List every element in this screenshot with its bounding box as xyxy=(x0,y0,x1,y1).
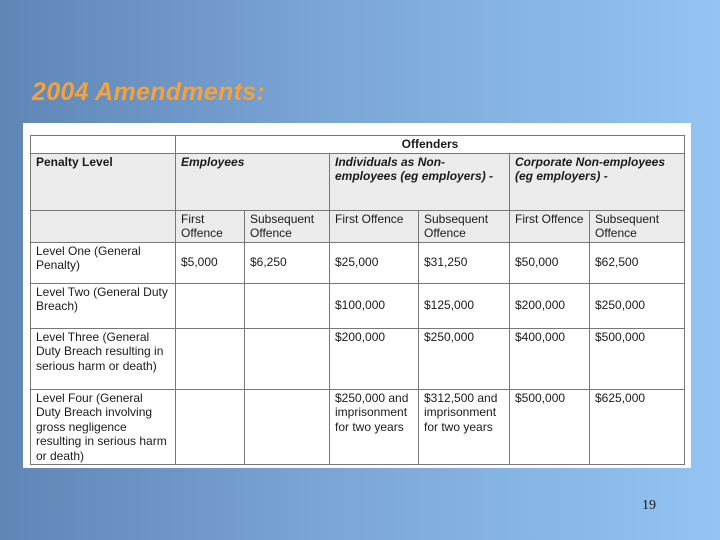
table-header-row xyxy=(31,153,685,210)
penalty-table-image xyxy=(23,123,691,468)
amount-cell xyxy=(176,389,245,465)
subheader-cell: Subsequent Offence xyxy=(419,210,510,242)
subheader-cell: First Offence xyxy=(330,210,419,242)
table-row xyxy=(31,389,685,465)
subheader-cell: First Offence xyxy=(176,210,245,242)
amount-cell xyxy=(245,283,330,328)
amount-cell: $200,000 xyxy=(330,328,419,389)
penalty-level-cell: Level Three (General Duty Breach resulting in serious harm or death) xyxy=(31,328,176,389)
slide-title: 2004 Amendments: xyxy=(32,78,266,106)
table-subheader-row xyxy=(31,210,685,242)
amount-cell xyxy=(176,283,245,328)
penalty-level-cell: Level One (General Penalty) xyxy=(31,242,176,283)
amount-cell: $625,000 xyxy=(590,389,685,465)
table-group-header-row xyxy=(31,136,685,154)
amount-cell xyxy=(176,328,245,389)
corporate-header: Corporate Non-employees (eg employers) - xyxy=(510,153,685,210)
subheader-cell: Subsequent Offence xyxy=(245,210,330,242)
amount-cell: $50,000 xyxy=(510,242,590,283)
subheader-cell: Subsequent Offence xyxy=(590,210,685,242)
table-row xyxy=(31,328,685,389)
individuals-header: Individuals as Non-employees (eg employers) - xyxy=(330,153,510,210)
page-number: 19 xyxy=(642,498,656,513)
amount-cell: $125,000 xyxy=(419,283,510,328)
employees-header: Employees xyxy=(176,153,330,210)
subheader-empty-cell xyxy=(31,210,176,242)
table-row xyxy=(31,283,685,328)
offenders-header: Offenders xyxy=(176,136,685,154)
table-row xyxy=(31,242,685,283)
penalty-level-cell: Level Two (General Duty Breach) xyxy=(31,283,176,328)
amount-cell xyxy=(245,328,330,389)
penalty-level-header: Penalty Level xyxy=(31,153,176,210)
penalty-level-cell: Level Four (General Duty Breach involving gross negligence resulting in serious harm or death) xyxy=(31,389,176,465)
amount-cell: $312,500 and imprisonment for two years xyxy=(419,389,510,465)
penalty-table xyxy=(30,135,685,465)
amount-cell xyxy=(245,389,330,465)
amount-cell: $500,000 xyxy=(590,328,685,389)
amount-cell: $31,250 xyxy=(419,242,510,283)
amount-cell: $250,000 xyxy=(590,283,685,328)
amount-cell: $250,000 and imprisonment for two years xyxy=(330,389,419,465)
amount-cell: $100,000 xyxy=(330,283,419,328)
amount-cell: $6,250 xyxy=(245,242,330,283)
amount-cell: $500,000 xyxy=(510,389,590,465)
amount-cell: $400,000 xyxy=(510,328,590,389)
table-corner-cell xyxy=(31,136,176,154)
amount-cell: $25,000 xyxy=(330,242,419,283)
amount-cell: $250,000 xyxy=(419,328,510,389)
subheader-cell: First Offence xyxy=(510,210,590,242)
amount-cell: $62,500 xyxy=(590,242,685,283)
amount-cell: $5,000 xyxy=(176,242,245,283)
amount-cell: $200,000 xyxy=(510,283,590,328)
